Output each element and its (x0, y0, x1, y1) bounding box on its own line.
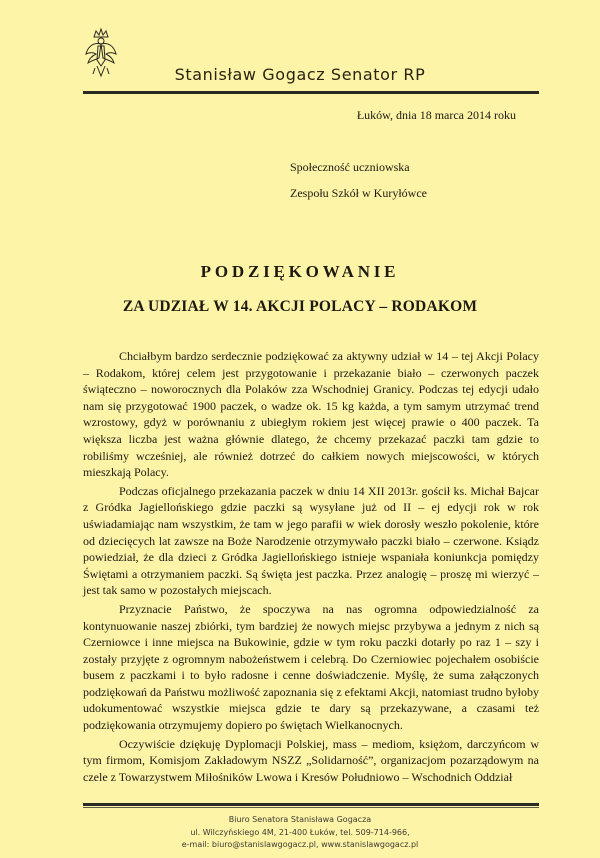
paragraph-4: Oczywiście dziękuję Dyplomacji Polskiej, mass – mediom, księżom, darczyńcom w tym firmom, Komisjom Zakładowym NSZZ „Solidarność”, organizacjom pozarządowym na czele z Towarzystwem Miłośników Lwowa i Kresów Południowo – Wschodnich Oddział (83, 736, 539, 784)
paragraph-2: Podczas oficjalnego przekazania paczek w dniu 14 XII 2013r. gościł ks. Michał Bajcar z Gródka Jagiellońskiego gdzie paczki są wysyłane już od II – ej edycji rok w rok uświadamiając nam wszystkim, że tam w jego parafii w wiek dorosły weszło pokolenie, które od dziecięcych lat zawsze na Boże Narodzenie otrzymywało paczki biało – czerwone. Ksiądz powiedział, że dla dzieci z Gródka Jagiellońskiego istnieje wspaniała koniunkcja pomiędzy Świętami a otrzymaniem paczki. Są święta jest paczka. Przez analogię – proszę mi wierzyć – jest tak samo w pozostałych miejscach. (83, 483, 539, 598)
footer-office: Biuro Senatora Stanisława Gogacza (228, 815, 372, 824)
footer-contact: e-mail: biuro@stanislawgogacz.pl, www.stanislawgogacz.pl (181, 840, 419, 849)
footer-address: ul. Wilczyńskiego 4M, 21-400 Łuków, tel. 509-714-966, (190, 828, 410, 837)
footer-rule (83, 803, 539, 806)
letter-body (83, 348, 539, 787)
header-rule (83, 91, 539, 94)
paragraph-3: Przyznacie Państwo, że spoczywa na nas ogromna odpowiedzialność za kontynuowanie naszej zbiórki, tym bardziej że nowych miejsc przybywa a jednym z nich są Czerniowce i inne miejsca na Bukowinie, gdzie w tym roku paczki dotarły po raz 1 – szy i zostały przyjęte z ogromnym nabożeństwem i celebrą. Do Czerniowiec pojechałem osobiście busem z paczkami i to było radosne i cenne doświadczenie. Myślę, że suma załączonych podziękowań da Państwu możliwość zapoznania się z efektami Akcji, natomiast trudno byłoby udokumentować wszystkie miejsca gdzie te dary są przekazywane, a czasami też podziękowania otrzymujemy dopiero po świętach Wielkanocnych. (83, 601, 539, 733)
paragraph-1: Chciałbym bardzo serdecznie podziękować za aktywny udział w 14 – tej Akcji Polacy – Rodakom, której celem jest przygotowanie i przekazanie biało – czerwonych paczek świąteczno – noworocznych dla Polaków zza Wschodniej Granicy. Podczas tej edycji udało nam się przygotować 1900 paczek, o wadze ok. 15 kg każda, a tym samym utrzymać trend wzrostowy, gdyż w porównaniu z ubiegłym rokiem jest więcej prawie o 400 paczek. Ta większa liczba jest ważna głównie dlatego, że chcemy przekazać paczki tam gdzie to robiliśmy wcześniej, ale również dotrzeć do całkiem nowych miejscowości, w których mieszkają Polacy. (83, 349, 539, 480)
senator-header: Stanisław Gogacz Senator RP (174, 65, 426, 84)
letter-title: PODZIĘKOWANIE (200, 262, 400, 281)
date-line: Łuków, dnia 18 marca 2014 roku (356, 108, 516, 122)
letter-subtitle: ZA UDZIAŁ W 14. AKCJI POLACY – RODAKOM (122, 298, 478, 315)
footer-rule-thin (83, 807, 539, 808)
recipient-line-2: Zespołu Szkół w Kuryłówce (290, 186, 427, 200)
recipient-line-1: Społeczność uczniowska (290, 160, 410, 174)
